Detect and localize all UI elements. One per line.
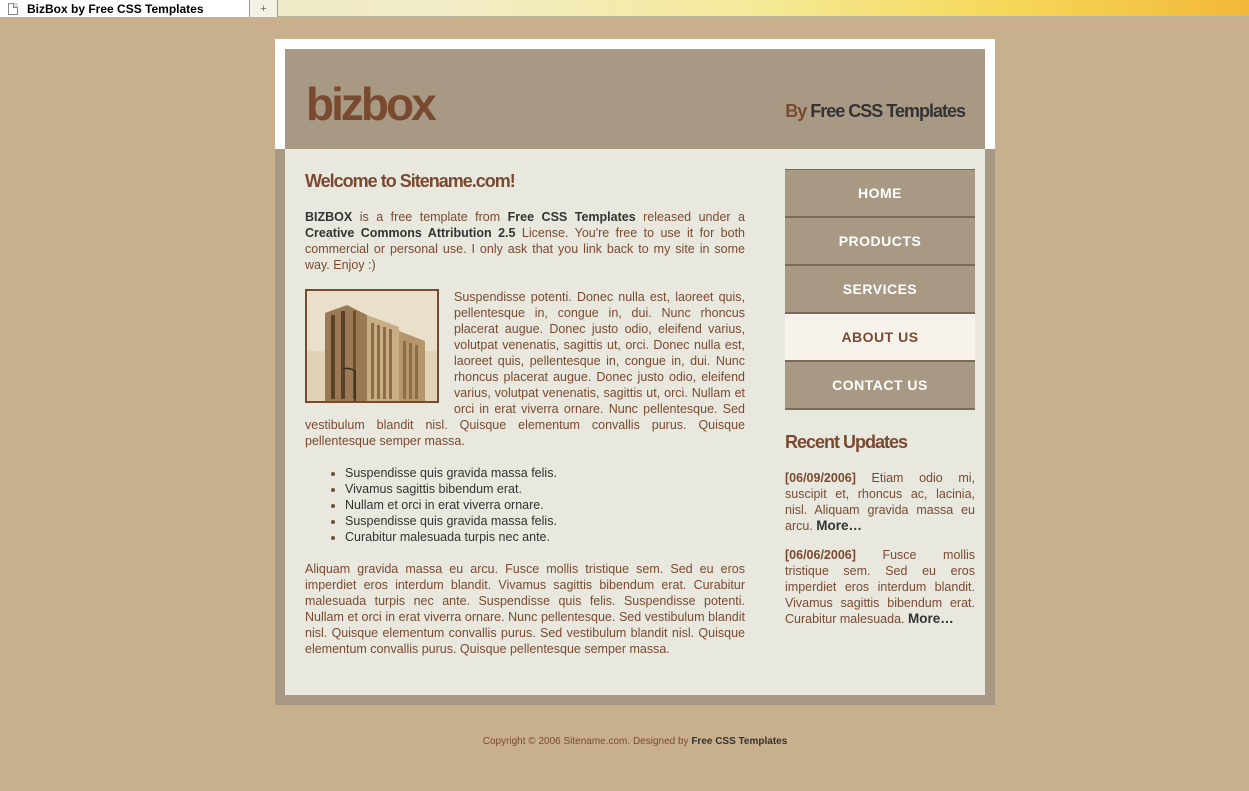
list-item: • Suspendisse quis gravida massa felis. xyxy=(345,465,745,481)
footer xyxy=(0,736,1249,747)
browser-tab[interactable] xyxy=(0,0,250,17)
body-paragraph-text: Suspendisse potenti. Donec nulla est, laoreet quis, pellentesque in, congue in, dui. Nunc rhoncus placerat augue. Donec justo odio, eleifend varius, volutpat venenatis, sagittis ut, orci. Donec nulla est, laoreet quis, pellentesque in, congue in, dui. Nunc rhoncus placerat augue. Donec justo odio, eleifend varius, volutpat venenatis, sagittis ut, orci. Nullam et orci in erat viverra ornare. Nunc pellentesque. Sed vestibulum blandit nisl. Quisque elementum convallis purus. Quisque pellentesque semper massa. xyxy=(305,290,745,448)
intro-paragraph: BIZBOX is a free template from Free CSS Templates released under a Creative Commons Attribution 2.5 License. You're free to use it for both commercial or personal use. I only ask that you link back to my site in some way. Enjoy :) xyxy=(305,210,746,272)
header xyxy=(285,49,985,149)
plus-icon: + xyxy=(260,2,267,15)
site-logo[interactable]: bizbox xyxy=(306,78,434,130)
page-title: Welcome to Sitename.com! xyxy=(305,171,515,191)
more-link[interactable]: More… xyxy=(907,611,954,626)
new-tab-button[interactable] xyxy=(250,0,278,17)
nav-item-about-us[interactable]: ABOUT US xyxy=(785,314,975,362)
update-item xyxy=(785,547,975,627)
update-text: Fusce mollis tristique sem. Sed eu eros imperdiet eros interdum blandit. Vivamus sagittis bibendum erat. Curabitur malesuada. xyxy=(785,548,975,626)
byline-name[interactable]: Free CSS Templates xyxy=(810,101,965,121)
closing-paragraph: Aliquam gravida massa eu arcu. Fusce mollis tristique sem. Sed eu eros imperdiet eros interdum blandit. Vivamus sagittis bibendum erat. Curabitur malesuada turpis nec ante. Suspendisse quis felis. Suspendisse potenti. Nullam et orci in erat viverra ornare. Nunc pellentesque. Sed vestibulum blandit nisl. Quisque elementum convallis purus. Sed vestibulum blandit nisl. Quisque elementum convallis purus. Quisque pellentesque semper massa. xyxy=(305,562,745,656)
fct-link[interactable]: Free CSS Templates xyxy=(507,210,636,224)
footer-copyright: Copyright © 2006 Sitename.com. Designed by xyxy=(482,736,692,747)
main-nav xyxy=(785,169,975,410)
building-image xyxy=(305,289,439,403)
browser-tab-strip xyxy=(0,0,1249,17)
list-item: • Vivamus sagittis bibendum erat. xyxy=(345,481,745,497)
tab-title: BizBox by Free CSS Templates xyxy=(27,1,204,16)
nav-item-products[interactable]: PRODUCTS xyxy=(785,218,975,266)
nav-item-contact-us[interactable]: CONTACT US xyxy=(785,362,975,410)
byline-by: By xyxy=(785,101,807,121)
main-column xyxy=(305,171,745,673)
nav-item-services[interactable]: SERVICES xyxy=(785,266,975,314)
list-item: • Nullam et orci in erat viverra ornare. xyxy=(345,497,745,513)
recent-updates-title: Recent Updates xyxy=(785,432,908,452)
more-link[interactable]: More… xyxy=(816,518,863,533)
license-link[interactable]: Creative Commons Attribution 2.5 xyxy=(305,226,516,240)
content-area xyxy=(285,149,985,695)
brand-name: BIZBOX xyxy=(305,210,353,224)
header-byline xyxy=(785,101,965,121)
list-item: • Curabitur malesuada turpis nec ante. xyxy=(345,529,745,545)
list-item: • Suspendisse quis gravida massa felis. xyxy=(345,513,745,529)
nav-item-home[interactable]: HOME xyxy=(785,170,975,218)
page-icon xyxy=(8,3,18,15)
bullet-list xyxy=(345,465,745,545)
page-wrapper xyxy=(275,39,995,705)
update-date: [06/06/2006] xyxy=(785,548,856,562)
body-paragraph xyxy=(305,289,745,449)
header-frame xyxy=(275,39,995,149)
update-text: Etiam odio mi, suscipit et, rhoncus ac, lacinia, nisl. Aliquam gravida massa eu arcu. xyxy=(785,471,975,533)
update-date: [06/09/2006] xyxy=(785,471,856,485)
footer-designer-link[interactable]: Free CSS Templates xyxy=(691,736,788,747)
update-item xyxy=(785,470,975,534)
sidebar xyxy=(785,169,975,640)
